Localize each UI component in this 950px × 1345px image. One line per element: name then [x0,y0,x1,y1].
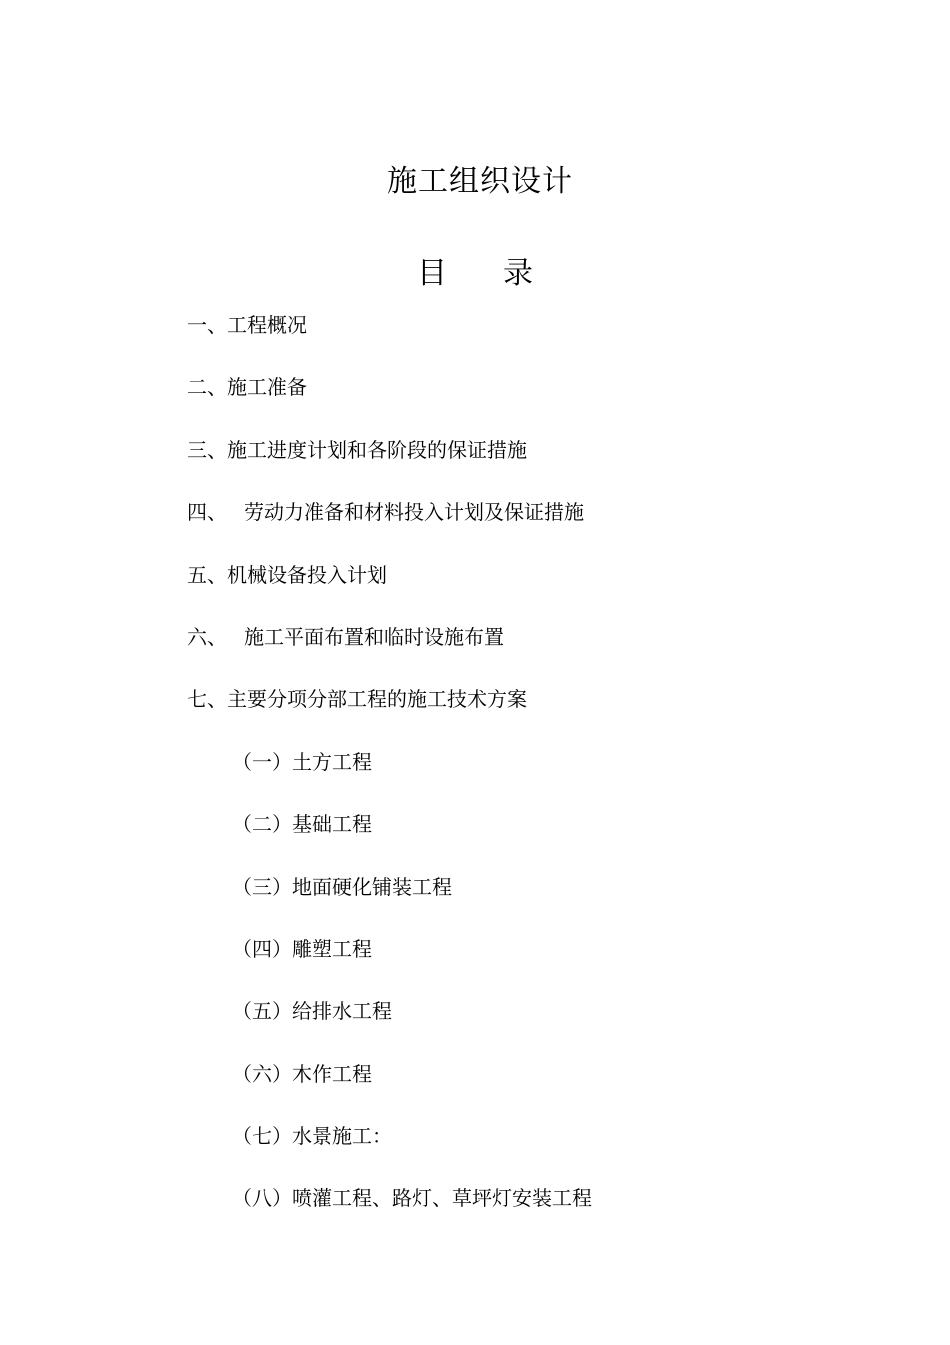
toc-subitem-3: （三）地面硬化铺装工程 [232,874,452,899]
toc-subitem-8: （八）喷灌工程、路灯、草坪灯安装工程 [232,1186,592,1211]
toc-item-3: 三、施工进度计划和各阶段的保证措施 [187,437,527,462]
toc-subitem-5: （五）给排水工程 [232,999,392,1024]
toc-heading [0,252,950,296]
toc-subitem-1: （一）土方工程 [232,749,372,774]
toc-subitem-4: （四）雕塑工程 [232,936,372,961]
toc-item-4: 四、 劳动力准备和材料投入计划及保证措施 [187,500,584,525]
toc-item-6: 六、 施工平面布置和临时设施布置 [187,624,504,649]
toc-item-2: 二、施工准备 [187,375,307,400]
toc-heading-right: 录 [503,256,533,291]
toc-item-7: 七、主要分项分部工程的施工技术方案 [187,687,527,712]
document-title: 施工组织设计 [387,164,573,199]
toc-item-1: 一、工程概况 [187,313,307,337]
toc-heading-left: 目 [417,256,447,291]
table-of-contents [187,308,887,1244]
toc-subitem-2: （二）基础工程 [232,812,372,837]
toc-item-5: 五、机械设备投入计划 [187,562,387,587]
toc-subitem-7: （七）水景施工： [232,1124,392,1149]
toc-subitem-6: （六）木作工程 [232,1061,372,1086]
